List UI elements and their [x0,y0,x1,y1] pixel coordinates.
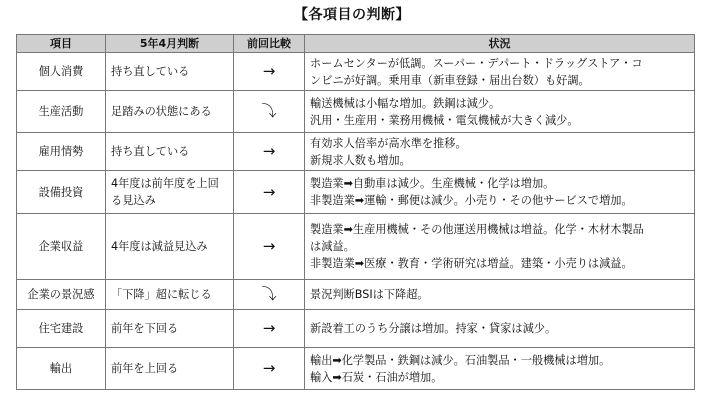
page-title: 【各項目の判断】 [294,7,410,23]
status-line: 輸出➡化学製品・鉄鋼は減少。石油製品・一般機械は増加。 [310,353,611,367]
table-row [17,133,695,171]
row-item: 設備投資 [17,171,106,214]
status-line: 輸入➡石炭・石油が増加。 [310,370,443,384]
row-comparison [234,53,305,91]
table-row [17,53,695,91]
status-line: 景況判断BSIは下降超。 [310,288,429,301]
row-status [305,280,695,310]
row-comparison [234,310,305,348]
table-row [17,214,695,280]
row-status [305,91,695,133]
status-line: は減益。 [310,240,355,253]
row-judgement [106,310,234,348]
header-status: 状況 [305,35,695,53]
status-line: 製造業➡生産用機械・その他運送用機械は増益。化学・木材木製品 [310,223,644,236]
judgement-line: 足踏みの状態にある [111,105,212,118]
row-item: 輸出 [17,348,106,390]
row-comparison [234,133,305,171]
row-judgement [106,171,234,214]
table-row [17,310,695,348]
down-right-arrow-icon: ⤵ [261,102,277,120]
table-header-row [17,35,695,53]
status-line: 有効求人倍率が高水準を推移。 [310,136,467,150]
row-judgement [106,280,234,310]
down-right-arrow-icon: ⤵ [261,285,277,303]
row-judgement [106,91,234,133]
right-arrow-icon: → [262,237,276,255]
table-row [17,280,695,310]
right-arrow-icon: → [262,319,276,337]
status-line: 新設着工のうち分譲は増加。持家・貸家は減少。 [310,322,557,335]
judgement-line: 「下降」超に転じる [111,288,212,301]
header-judgement: 5年4月判断 [106,35,234,53]
status-line: 新規求人数も増加。 [310,153,411,167]
judgement-line: 4年度は前年度を上回 [111,177,219,190]
status-line: 非製造業➡医療・教育・学術研究は増益。建築・小売りは減益。 [310,257,633,270]
row-comparison [234,214,305,280]
right-arrow-icon: → [262,182,276,201]
row-judgement [106,214,234,280]
table-row [17,348,695,390]
row-judgement [106,53,234,91]
right-arrow-icon: → [262,62,276,80]
right-arrow-icon: → [262,142,276,160]
row-comparison [234,171,305,214]
judgement-line: 持ち直している [111,145,190,158]
row-judgement [106,133,234,171]
row-status [305,348,695,390]
row-status [305,310,695,348]
judgement-line: 4年度は減益見込み [111,240,208,253]
row-item: 生産活動 [17,91,106,133]
row-status [305,214,695,280]
row-item: 雇用情勢 [17,133,106,171]
status-line: 製造業➡自動車は減少。生産機械・化学は増加。 [310,177,555,190]
row-judgement [106,348,234,390]
status-line: ンビニが好調。乗用車（新車登録・届出台数）も好調。 [310,73,590,87]
row-item: 企業収益 [17,214,106,280]
row-item: 企業の景況感 [17,280,106,310]
row-comparison [234,280,305,310]
table-row [17,91,695,133]
judgement-line: る見込み [111,194,156,207]
judgement-line: 前年を下回る [111,322,179,335]
row-status [305,133,695,171]
status-line: ホームセンターが低調。スーパー・デパート・ドラッグストア・コ [310,56,643,70]
judgement-line: 持ち直している [111,65,190,78]
row-status [305,171,695,214]
row-comparison [234,348,305,390]
header-item: 項目 [17,35,106,53]
row-status [305,53,695,91]
status-line: 非製造業➡運輸・郵便は減少。小売り・その他サービスで増加。 [310,194,633,207]
judgement-line: 前年を上回る [111,362,179,375]
row-item: 個人消費 [17,53,106,91]
header-comparison: 前回比較 [234,35,305,53]
table-row [17,171,695,214]
status-line: 輸送機械は小幅な増加。鉄鋼は減少。 [310,96,501,110]
row-item: 住宅建設 [17,310,106,348]
right-arrow-icon: → [262,359,276,377]
row-comparison [234,91,305,133]
assessment-table [16,34,695,390]
status-line: 汎用・生産用・業務用機械・電気機械が大きく減少。 [310,113,579,127]
